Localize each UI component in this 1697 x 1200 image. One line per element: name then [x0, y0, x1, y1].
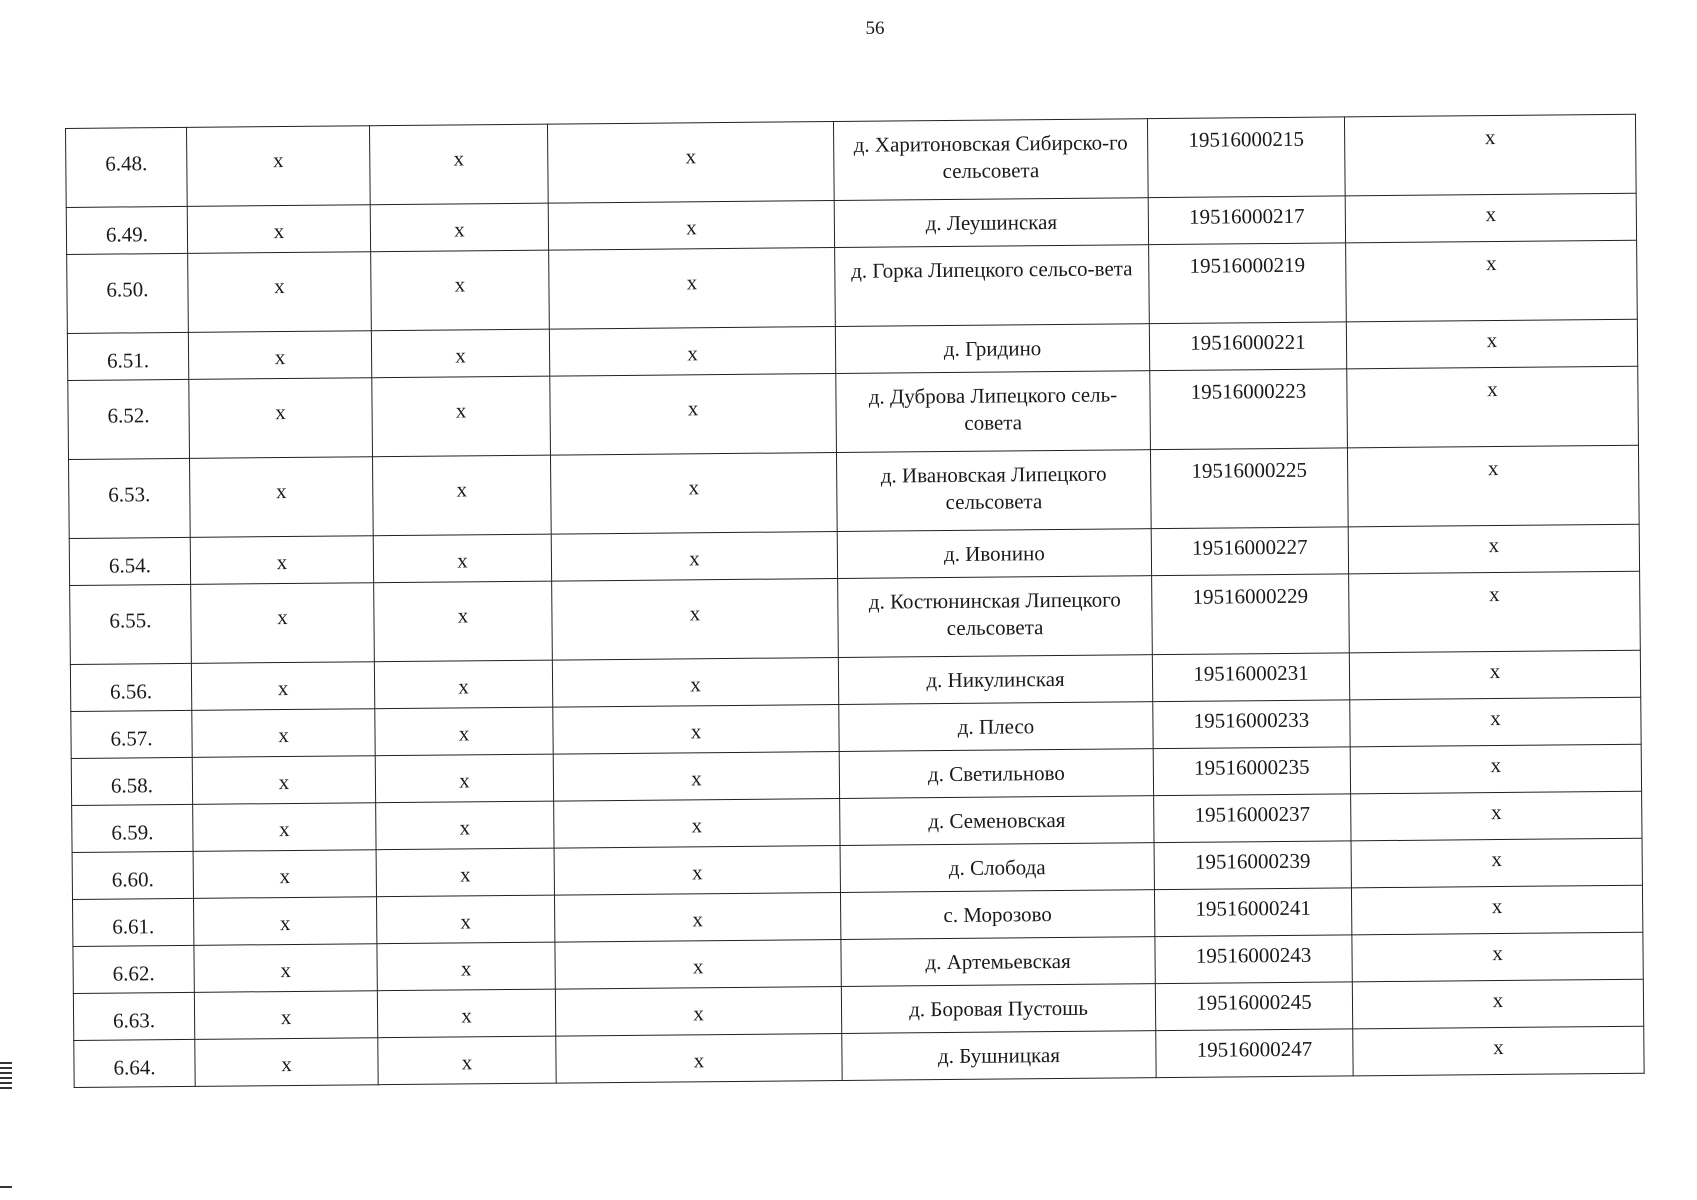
col1-cell: x — [188, 331, 371, 380]
col2-cell: x — [378, 1036, 556, 1085]
col1-cell: x — [191, 662, 374, 711]
col1-cell: x — [187, 205, 370, 254]
oktmo-code-cell: 19516000225 — [1150, 448, 1348, 529]
col1-cell: x — [194, 991, 377, 1040]
row-number-cell: 6.53. — [69, 458, 191, 538]
oktmo-code-cell: 19516000245 — [1155, 982, 1352, 1031]
col1-cell: x — [190, 457, 374, 538]
row-number-cell: 6.64. — [74, 1039, 195, 1087]
settlement-name-cell: д. Харитоновская Сибирско-го сельсовета — [833, 119, 1148, 201]
row-number-cell: 6.62. — [73, 945, 194, 993]
col2-cell: x — [376, 801, 554, 850]
col7-cell: x — [1352, 979, 1643, 1029]
table-row — [70, 571, 1641, 664]
col7-cell: x — [1346, 319, 1637, 369]
settlements-table-wrap — [65, 114, 1645, 1088]
col7-cell: x — [1351, 838, 1642, 888]
row-number-cell: 6.52. — [68, 379, 190, 459]
row-number-cell: 6.60. — [72, 851, 193, 899]
table-row — [68, 366, 1639, 459]
oktmo-code-cell: 19516000233 — [1153, 700, 1350, 749]
table-row — [66, 114, 1637, 207]
settlements-table — [65, 114, 1645, 1088]
col3-cell: x — [552, 658, 838, 708]
col7-cell: x — [1349, 571, 1641, 653]
row-number-cell: 6.56. — [70, 663, 191, 711]
oktmo-code-cell: 19516000217 — [1148, 196, 1345, 245]
col1-cell: x — [192, 756, 375, 805]
oktmo-code-cell: 19516000221 — [1149, 322, 1346, 371]
row-number-cell: 6.58. — [71, 757, 192, 805]
table-row — [67, 240, 1638, 333]
col7-cell: x — [1344, 114, 1636, 196]
settlement-name-cell: д. Дуброва Липецкого сель-совета — [836, 371, 1151, 453]
col3-cell: x — [547, 122, 834, 204]
col3-cell: x — [549, 327, 835, 377]
col2-cell: x — [375, 707, 553, 756]
table-row — [69, 445, 1640, 538]
col7-cell: x — [1349, 650, 1640, 700]
settlement-name-cell: с. Морозово — [840, 890, 1154, 940]
settlement-name-cell: д. Ивановская Липецкого сельсовета — [836, 450, 1151, 532]
row-number-cell: 6.57. — [71, 710, 192, 758]
col7-cell: x — [1351, 885, 1642, 935]
col1-cell: x — [193, 803, 376, 852]
col3-cell: x — [551, 532, 837, 582]
settlement-name-cell: д. Плесо — [839, 702, 1153, 752]
col7-cell: x — [1353, 1026, 1644, 1076]
oktmo-code-cell: 19516000231 — [1152, 653, 1349, 702]
col7-cell: x — [1348, 524, 1639, 574]
col7-cell: x — [1347, 366, 1639, 448]
settlement-name-cell: д. Артемьевская — [841, 937, 1155, 987]
col7-cell: x — [1351, 791, 1642, 841]
col3-cell: x — [549, 248, 836, 330]
settlement-name-cell: д. Ивонино — [837, 529, 1151, 579]
row-number-cell: 6.48. — [66, 127, 188, 207]
col2-cell: x — [371, 250, 550, 331]
margin-line — [0, 1186, 12, 1188]
col3-cell: x — [553, 751, 839, 801]
col3-cell: x — [548, 201, 834, 251]
col3-cell: x — [550, 374, 837, 456]
col3-cell: x — [553, 705, 839, 755]
col2-cell: x — [372, 376, 551, 457]
settlement-name-cell: д. Слобода — [840, 843, 1154, 893]
settlement-name-cell: д. Бушницкая — [842, 1031, 1156, 1081]
col2-cell: x — [370, 203, 548, 252]
oktmo-code-cell: 19516000229 — [1152, 574, 1350, 655]
col7-cell: x — [1345, 193, 1636, 243]
col1-cell: x — [195, 1038, 378, 1087]
row-number-cell: 6.59. — [72, 804, 193, 852]
col2-cell: x — [369, 124, 548, 205]
settlement-name-cell: д. Гридино — [835, 324, 1149, 374]
row-number-cell: 6.63. — [73, 992, 194, 1040]
col3-cell: x — [554, 798, 840, 848]
col1-cell: x — [186, 126, 370, 207]
col3-cell: x — [552, 579, 839, 661]
col1-cell: x — [193, 850, 376, 899]
oktmo-code-cell: 19516000219 — [1149, 243, 1347, 324]
row-number-cell: 6.55. — [70, 584, 192, 664]
col1-cell: x — [194, 944, 377, 993]
col1-cell: x — [192, 709, 375, 758]
col1-cell: x — [190, 536, 373, 585]
col3-cell: x — [550, 453, 837, 535]
col1-cell: x — [188, 252, 372, 333]
col3-cell: x — [554, 892, 840, 942]
settlement-name-cell: д. Костюнинская Липецкого сельсовета — [838, 576, 1153, 658]
row-number-cell: 6.61. — [73, 898, 194, 946]
settlement-name-cell: д. Горка Липецкого сельсо-вета — [835, 245, 1150, 327]
col2-cell: x — [377, 942, 555, 991]
oktmo-code-cell: 19516000215 — [1147, 117, 1345, 198]
col2-cell: x — [371, 329, 549, 378]
settlement-name-cell: д. Боровая Пустошь — [841, 984, 1155, 1034]
col7-cell: x — [1346, 240, 1638, 322]
col7-cell: x — [1347, 445, 1639, 527]
row-number-cell: 6.54. — [69, 537, 190, 585]
oktmo-code-cell: 19516000239 — [1154, 841, 1351, 890]
col2-cell: x — [375, 754, 553, 803]
settlement-name-cell: д. Семеновская — [840, 796, 1154, 846]
col3-cell: x — [555, 939, 841, 989]
col2-cell: x — [376, 895, 554, 944]
oktmo-code-cell: 19516000235 — [1153, 747, 1350, 796]
margin-marks — [0, 1062, 12, 1092]
col3-cell: x — [556, 1033, 842, 1083]
oktmo-code-cell: 19516000223 — [1150, 369, 1348, 450]
settlement-name-cell: д. Леушинская — [834, 198, 1148, 248]
col7-cell: x — [1350, 697, 1641, 747]
col1-cell: x — [189, 378, 373, 459]
oktmo-code-cell: 19516000241 — [1154, 888, 1351, 937]
col2-cell: x — [372, 455, 551, 536]
col3-cell: x — [555, 986, 841, 1036]
row-number-cell: 6.51. — [67, 332, 188, 380]
oktmo-code-cell: 19516000237 — [1154, 794, 1351, 843]
col7-cell: x — [1352, 932, 1643, 982]
col2-cell: x — [377, 989, 555, 1038]
page-number: 56 — [865, 18, 885, 39]
settlement-name-cell: д. Никулинская — [838, 655, 1152, 705]
col1-cell: x — [191, 583, 375, 664]
row-number-cell: 6.50. — [67, 253, 189, 333]
col7-cell: x — [1350, 744, 1641, 794]
oktmo-code-cell: 19516000247 — [1156, 1029, 1353, 1078]
row-number-cell: 6.49. — [66, 206, 187, 254]
settlement-name-cell: д. Светильново — [839, 749, 1153, 799]
col2-cell: x — [373, 534, 551, 583]
col2-cell: x — [374, 660, 552, 709]
col1-cell: x — [193, 897, 376, 946]
table-body — [66, 114, 1645, 1087]
col2-cell: x — [376, 848, 554, 897]
col3-cell: x — [554, 845, 840, 895]
oktmo-code-cell: 19516000243 — [1155, 935, 1352, 984]
oktmo-code-cell: 19516000227 — [1151, 527, 1348, 576]
col2-cell: x — [374, 581, 553, 662]
